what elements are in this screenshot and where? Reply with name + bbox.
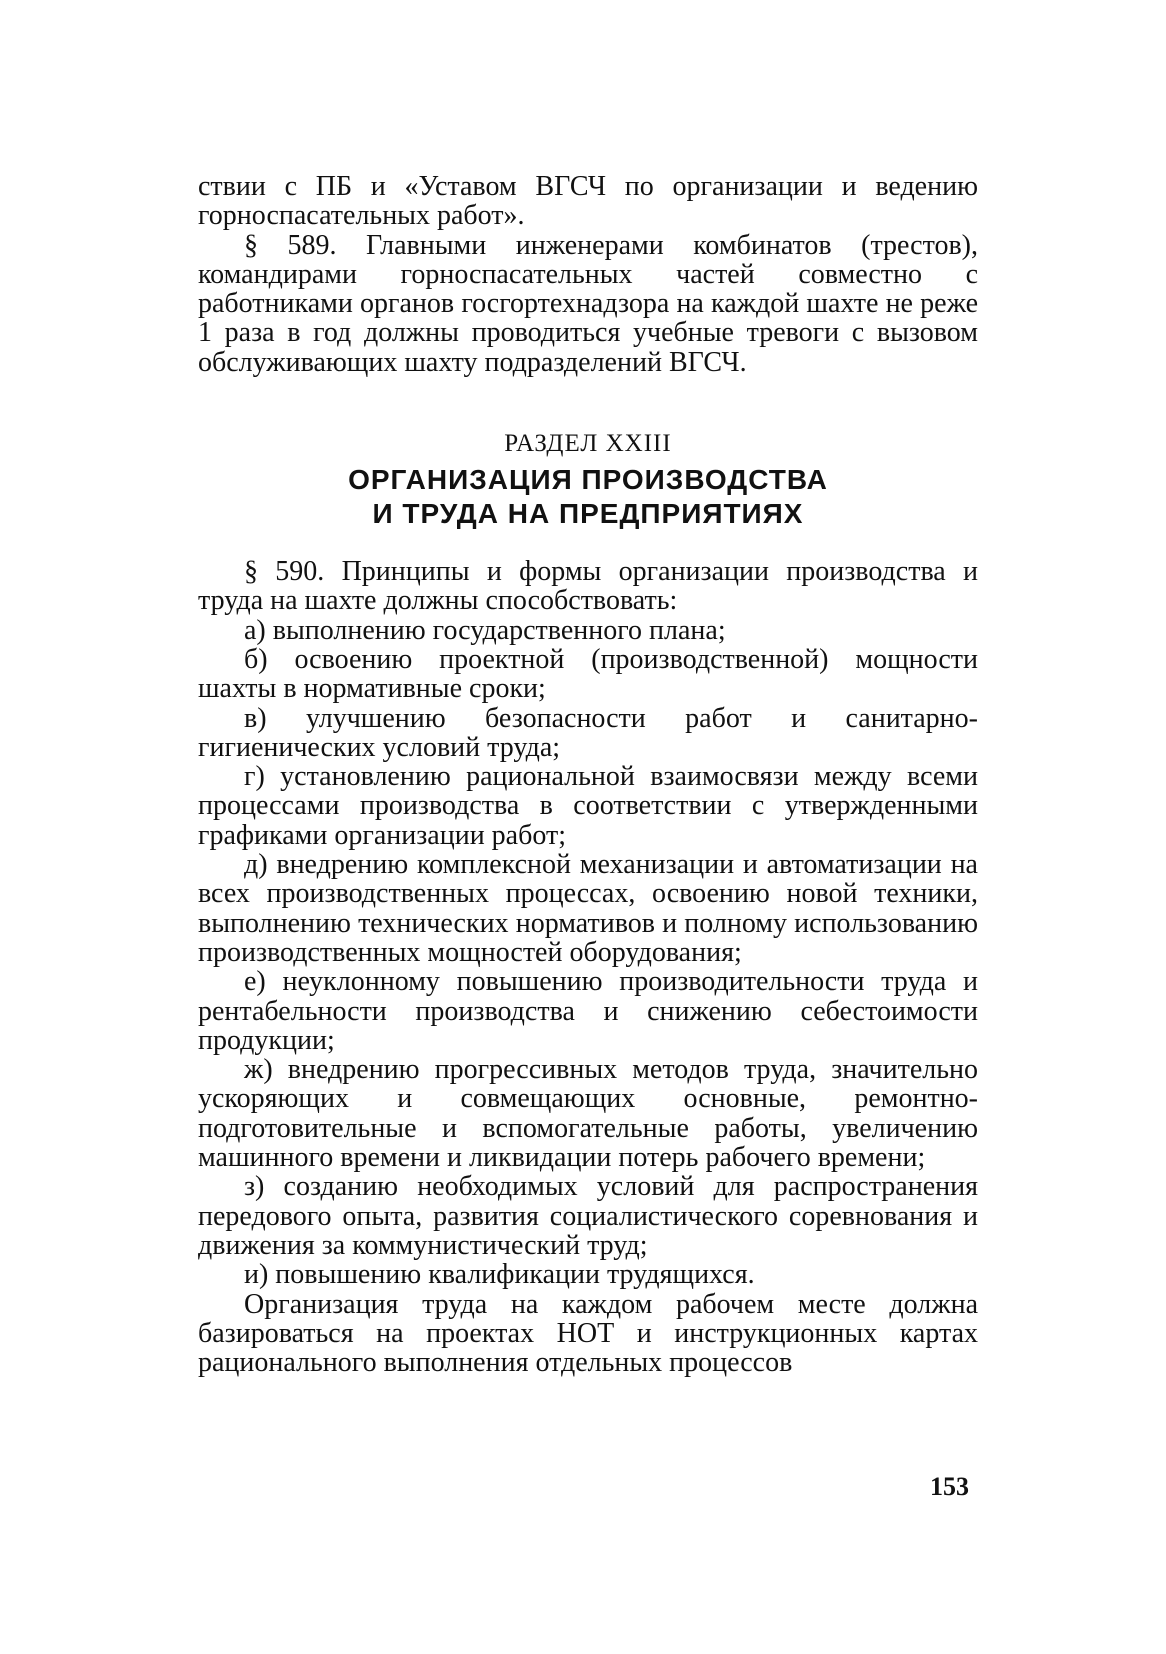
section-title: [198, 463, 978, 531]
list-item-v: в) улучшению безопасности работ и санитарно-гигиенических условий труда;: [198, 702, 978, 763]
list-item-d: д) внедрению комплексной механизации и автоматизации на всех производственных процессах, освоению новой техники, выполнению технических нормативов и полному использованию производственных мощностей оборудования;: [198, 849, 978, 968]
paragraph-continuation: ствии с ПБ и «Уставом ВГСЧ по организации и ведению горноспасательных работ».: [198, 171, 978, 232]
paragraph-589: § 589. Главными инженерами комбинатов (трестов), командирами горноспасательных частей совместно с работниками органов госгортехнадзора на каждой шахте не реже 1 раза в год должны проводиться учебные тревоги с вызовом обслуживающих шахту подразделений ВГСЧ.: [198, 229, 978, 378]
section-title-line-2: И ТРУДА НА ПРЕДПРИЯТИЯХ: [372, 498, 804, 530]
list-item-e: е) неуклонному повышению производительности труда и рентабельности производства и снижению себестоимости продукции;: [198, 966, 978, 1056]
list-item-i: и) повышению квалификации трудящихся.: [244, 1259, 755, 1291]
list-item-g: г) установлению рациональной взаимосвязи между всеми процессами производства в соответствии с утвержденными графиками организации работ;: [198, 761, 978, 851]
list-item-a: а) выполнению государственного плана;: [244, 614, 726, 646]
page-body: [198, 172, 978, 1377]
list-item-b: б) освоению проектной (производственной) мощности шахты в нормативные сроки;: [198, 643, 978, 705]
list-item-zh: ж) внедрению прогрессивных методов труда, значительно ускоряющих и совмещающих основные, ремонтно-подготовительные и вспомогательные работы, увеличению машинного времени и ликвидации потерь рабочего времени;: [198, 1054, 978, 1174]
section-label: РАЗДЕЛ XXIII: [504, 430, 672, 458]
section-title-line-1: ОРГАНИЗАЦИЯ ПРОИЗВОДСТВА: [348, 464, 828, 496]
paragraph-590: § 590. Принципы и формы организации производства и труда на шахте должны способствовать:: [198, 556, 978, 617]
list-item-z: з) созданию необходимых условий для распространения передового опыта, развития социалистического соревнования и движения за коммунистический труд;: [198, 1171, 978, 1261]
paragraph-organization: Организация труда на каждом рабочем месте должна базироваться на проектах НОТ и инструкционных картах рационального выполнения отдельных процессов: [198, 1288, 978, 1379]
page-number: 153: [930, 1472, 969, 1501]
